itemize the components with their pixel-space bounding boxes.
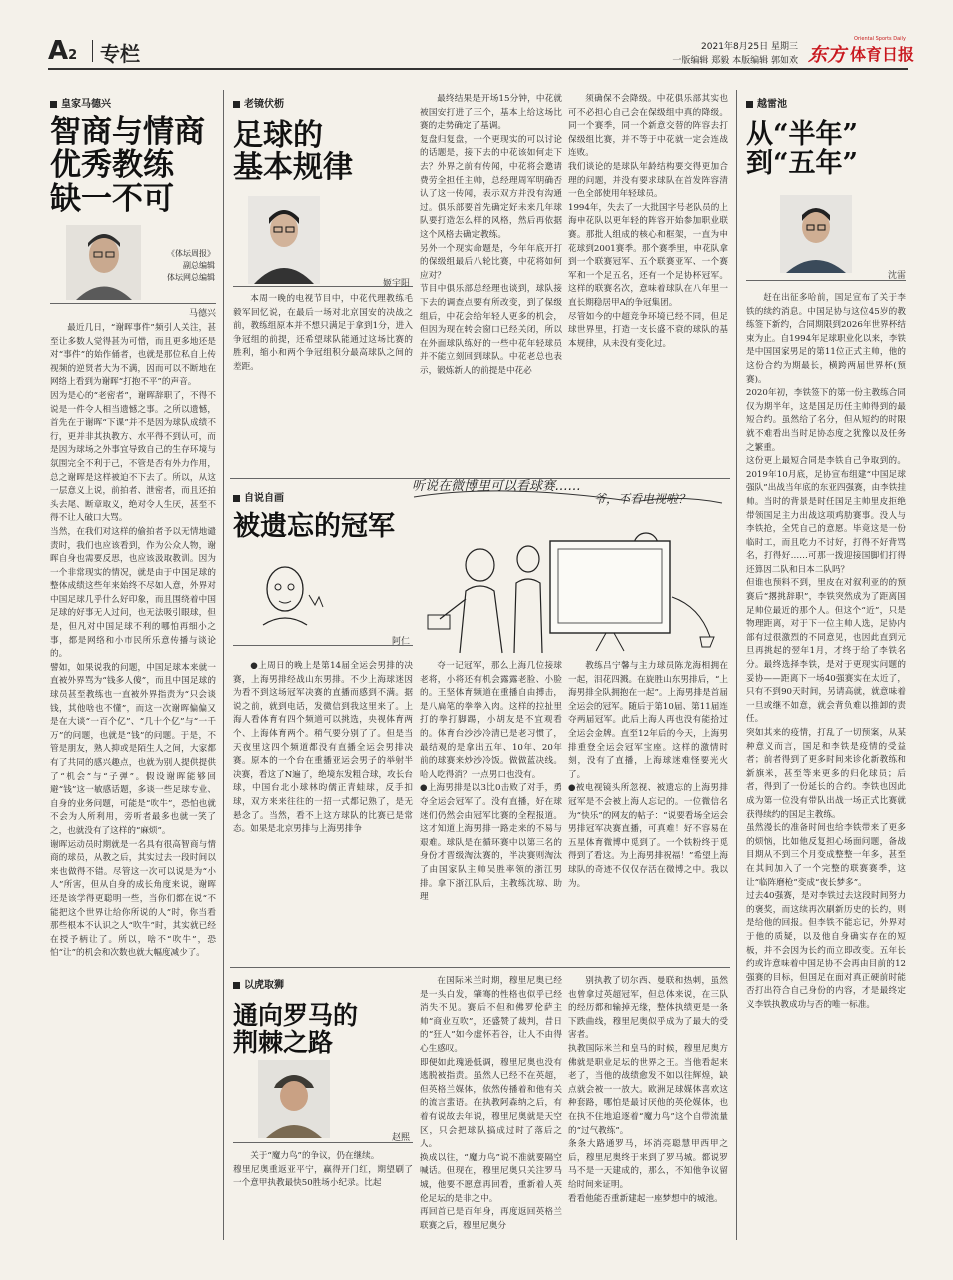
section-tag: 老镜伏枥 [233, 95, 284, 110]
column-rule [223, 90, 224, 1240]
section-tag: 皇家马德兴 [50, 95, 111, 110]
article-title: 通向罗马的 荆棘之路 [233, 1001, 359, 1057]
page-header [48, 36, 915, 68]
cartoon-illustration [410, 479, 730, 655]
author-name: 赵熙 [391, 1133, 410, 1143]
portrait-illustration [258, 1060, 330, 1138]
caricature-drawing [245, 555, 335, 635]
portrait-illustration [66, 225, 141, 300]
cartoon-drawing [410, 487, 730, 655]
article-column: 夺一记冠军，那么上海几位接球老将，小将还有机会露露老脸、小脸的。王坚体育频道在重播自由搏击，是八扁笔的拳拳入肉。这样的拉扯里打的拳打脚踢，小胡友是不宜观看的。体育台沙沙冷清已是老习惯了，最结观的是拿出五年、10年、20年前的球赛来炒沙冷饭。做做蓝决线。哈人吃得消？一点男口也没有。 ●上海男排是以3比0击败了对手，勇夺全运会冠军了。没有直播，好在球迷们仍然会由冠军比赛的全程报道。这才知道上海男排一路走来的不易与艰难。球队是在循环赛中以第三名的身份才晋级淘汰赛的，半决赛则淘汰了由国家队主帅吴胜率领的浙江男排。拿下浙江队后，主教练沈琼、助理 [420, 661, 562, 903]
column-rule [736, 90, 737, 1240]
article-title: 足球的 基本规律 [233, 118, 353, 186]
newspaper-logo [808, 36, 918, 66]
page-letter: A [48, 36, 69, 66]
article-title: 被遗忘的冠军 [233, 511, 395, 542]
section-divider [92, 40, 93, 62]
section-tag: 以虎取狮 [233, 976, 284, 991]
author-photo [258, 1060, 330, 1138]
section-tag: 越雷池 [746, 95, 787, 110]
page-number [48, 36, 77, 64]
section-tag: 自说自画 [233, 489, 284, 504]
author-bio: 《体坛周报》 副总编辑 体坛网总编辑 [167, 249, 215, 282]
logo-en: Oriental Sports Daily [854, 36, 906, 42]
header-rule [48, 68, 908, 70]
author-name: 马德兴 [188, 309, 216, 319]
byline-rule [50, 303, 216, 304]
speech-bubble: 爷，不看电视啦？ [594, 492, 691, 506]
article-column: 本周一晚的电视节目中，中花代理教练毛毅军回忆说，在最后一场对北京国安的决战之前，教练组原本并不想只满足于拿到1分，进入争冠组的前提，还希望球队能通过这场比赛的胜利，缩小和两个争冠组积分最高球队之间的差距。 [233, 294, 413, 372]
article-column: 须确保不会降级。中花俱乐部其实也可不必担心自己会在保级组中真的降级。同一个赛季，同一个新意交替的阵容去打保级组比赛，并不等于中花就一定会连战连败。 我们谈论的是球队年龄结构要交得更加合理的问题，并没有要求球队在首发阵容清一色全部使用年轻球员。 1994年，失去了一大批国字号老队员的上海申花队以更年轻的阵容开始参加职业联赛。那批人组成的核心和框架，一直为申花球到2001赛季。那个赛季里，申花队拿到一个联赛冠军、五个联赛亚军、一个赛军和一个足五名，还有一个足协杯冠军。这样的联赛名次，意味着球队在八年里一直长期稳居甲A的争冠集团。 尽管如今的中超竞争环境已经不同，但足球世界里，打造一支长盛不衰的球队的基本规律，从未没有变化过。 [568, 94, 728, 349]
article-body: 最近几日，“谢晖事件”频引人关注，甚至让多数人觉得甚为可惜，而且更多地还是对“事件”的始作俑者，也就是那位私自上传视频的逆贤者大为不满，因而可以不断地在网络上看到为谢晖“打抱不平”的声音。 因为是心的“老密者”，谢晖辞职了，不得不说是一件令人相当遗憾之事。之所以遗憾，首先在于谢晖“下课”并不是因为球队成绩不行，更并非其执教方、水平得不到认可，而是因为球场之外事宜导致自己的生存环境与氛围完全不利于己，不管是否有外力作用，总之谢晖是这样被迫不下去了。所以，从这一层意义上说，前拍者、泄密者，而且还拍头去尾、断章取义，绝对令人生厌，甚至不得不让人破口大骂。 当然，在我们对这样的偷拍者予以无情地谴责时，我们也应该看到，作为公众人物，谢晖自身也需要反思，也应该汲取教训。因为一个非常现实的情况，就是由于中国足球的整体成绩这些年来始终不尽如人意，外界对中国足球几乎什么好印象，而且围绕着中国足球的好事无人过问，也无法吸引眼球，但是，但凡对中国足球不利的哪怕再细小之事，都是网络和小市民所乐意传播与谈论的。 譬如，如果说我的问题，中国足球本来就一直被外界骂为“钱多人傻”，而且中国足球的球员甚至教练也一直被外界指责为“只会谈钱，其他啥也不懂”，而这一次谢晖偏偏又是在大谈“一百个亿”、“几十个亿”与“一千万”的问题，也就是“钱”的问题。于是，不管是朋友，熟人抑或是陌生人之间，大家都有了共同的感兴趣点，也就为别人提供提供了“机会”与“子弹”。假设谢晖能够回避“钱”这一敏感话题，多谈一些足球专业、自身的业务问题，可能是“吹牛”，恐怕也就不会为人所利用，旁听者最多也就一笑了之，也就没有了这样的“麻烦”。 谢晖运动员时期就是一名具有很高智商与情商的球员，从教之后，其实过去一段时间以来也做得不错。尽管这一次可以说是为“小人”所害，但从自身的成长角度来说，谢晖还是该学得更聪明一些，当你们都在说“不能把这个世界让给你所说的人”时，你当看那些根本不认识之人“吹牛”时，其实就已经在授予柄让了。所以，啥不“吹牛”，恐怕“让”的机会和次数也就大幅度减少了。 [50, 323, 216, 959]
author-name: 沈雷 [887, 271, 906, 281]
article-title: 智商与情商 优秀教练 缺一不可 [50, 114, 205, 217]
article-column: 关于“魔力鸟”的争议，仍在继续。 穆里尼奥重返亚平宁，赢得开门红，期望刷了一个意甲执教最快50胜场小纪录。比起 [233, 1151, 413, 1189]
header-date: 2021年8月25日 星期三 [701, 42, 798, 52]
article-title: 从“半年” 到“五年” [746, 119, 859, 180]
logo-dongfang: 东方 [808, 44, 847, 66]
article-column: 在国际米兰时期，穆里尼奥已经是一头白发，肇骞的性格也似乎已经消失不见。赛后不但和佛罗伦萨主帅“商业互吹”，还盛赞了裁判，昔日的“狂人”如今虚怀若谷，让人不由得心生感叹。 即便如此瑰逊低调，穆里尼奥也没有逃脱被指责。虽然人已经不在英超，但英格兰媒体，依然传播着和他有关的流言蜚语。在执教阿森纳之后，有着有说故去年说，穆里尼奥就是天空区，只会把球队搞成过时了落后之人。 换成以往，“魔力鸟”说不准就要隔空喊话。但现在，穆里尼奥只关注罗马城，他要不愿意再回看，重新着人英伦足坛的是非之中。 再回首已是百年身，再度返回英格兰联赛之后，穆里尼奥分 [420, 976, 562, 1231]
section-rule [230, 967, 730, 968]
author-photo [780, 195, 852, 273]
article-column: ●上周日的晚上是第14届全运会男排的决赛，上海男排经战山东男排。不少上海球迷因为看不到这场冠军决赛的直播而感到不满。据说之前，就到电话，发微信到我这里来了。上海人看体育有四个频道可以挑选，央视体育两个、上海体育两个。稍气要分别了了。但是当天夜里这四个频道都没有直播全运会男排决赛。原本的一个台在重播亚运会男子的举射半决赛，看这了N遍了，绝境东发粗合球，攻长台球，中国台北小球林昀儒正青蛙球，反手扣球，双方来来往往的一招一式都记熟了，是无悬念了。当然，看不上这方球队的比赛已是常态。如果是北京男排与上海男排争 [233, 661, 413, 835]
speech-bubble: 听说在微博里可以看球赛…… [412, 479, 582, 494]
portrait-illustration [780, 195, 852, 273]
article-body: 赶在出征多哈前，国足宣布了关于李铁的续约消息。中国足协与这位45岁的教练签下新约，合同期限到2026年世界杯结束为止。自1994年足球职业化以来，李铁是中国国家男足的第11位正式主帅，他的这份合约为期最长，横跨两届世界杯(预赛)。 2020年初，李铁签下的第一份主教练合同仅为期半年，这是国足历任主帅得到的最短合约。虽然给了名分，但从短约的时限就不难看出当时足协态度之犹豫以及任务之繁重。 这份更上最短合同是李铁自己争取到的。2019年10月底，足协宣布组建“中国足球强队”出战当年底的东亚四强赛，由李铁挂帅。当时的背景是时任国足主帅里皮拒绝带领国足主力出战这项鸡肋赛事。没人与李铁抢，全凭自己的意愿。毕竟这是一份临时工，而且吃力不讨好，打得不好背骂名，打得好……可那一拨迎接国脚们打得还算因二队和日本二队吗？ 但谁也预料不到，里皮在对叙利亚的的预赛后“撂挑辞职”，李铁突然成为了距离国足帅位最近的那个人。但这个“近”，只是物理距离，对于下一位主帅人选，足协内部有过很激烈的不同意见，也因此直到元旦再挑起的翌年1月，才终于给了李铁名分。最终选择李铁，是对于更现实问题的妥协——距离下一场40强赛实在太近了，只有不到90天时间，另请高就，就意味着一旦或继不如意，就会背负难以推卸的责任。 突如其来的疫情，打乱了一切预案，从某种意义而言，国足和李铁是疫情的受益者；前者得到了更多时间来诊化新教练和新旗米，甚至等来更多的归化球员；后者，得到了一份延长的合约。李铁也因此成为第一位没有带队出战一场正式比赛就获得续约的国足主教练。 虽然漫长的准备时间也给李铁带来了更多的烦恼，比如他反复担心场面问题，备战目期从不到三个月变成整整一年多，甚至在其间加入了一个完整的联赛赛季，这让“临阵磨枪”变成“夜长梦多”。 过去40强赛，是对李铁过去这段时间努力的褒奖，而这续再次刷新历史的长约，则是给他的回报。但李铁不能忘记，外界对于他的质疑，以及他自身确实存在的短板，并不会因为长约而立即改变。五年长约或许意味着中国足协不会再由目前的12强赛的目标，但国足在面对真正硬前时能否打出符合自己身份的内容，才是最终定义李铁执教成功与否的唯一标准。 [746, 293, 906, 1010]
article-column: 最终结果是开场15分钟，中花就被国安打进了三个，基本上给这场比赛的走势确定了基调。 复盘归复盘，一个更现实的可以讨论的话题是，接下去的中花该如何走下去？外界之前有传闻，中花将会邀请费劳全担任主帅，总经理周军明确否认了这一传闻，表示双方并没有沟通过。俱乐部要首先确定好未来几年球队要打造怎么样的风格，然后再依据这个风格去确定教练。 另外一个现实命题是，今年年底开打的保级组最后八轮比赛，中花将如何应对？ 节目中俱乐部总经理也谈到，球队接下去的调查点要有所改变，到了保级组后，中花会给年轻人更多的机会，但因为现在转会窗口已经关闭，所以在外面球队练好的一些中花年轻球员并不能立刻回到球队。中花老总也表示，锻炼新人的前提是中花必 [420, 94, 562, 376]
article-column: 教练吕宁馨与主力球员陈龙海相拥在一起，泪花四溅。在旋胜山东男排后，“上海男排全队拥抱在一起”。上海男排是首届全运会的冠军。随后于第10届、第11届连夺两届冠军。此后上海人再也没有能拾过全运会金牌。直至12年后的今天，上海男排重登全运会冠军宝座。这样的激情时刻，没有了直播，上海球迷难怪要光火了。 ●被电视镜头所忽视、被遗忘的上海男排冠军是不会被上海人忘记的。一位微信名为“快乐”的网友的帖子：“说要看场全运会男排冠军决赛直播，可真难！好不容易在五星体育微博中觅到了。一个铁粉终于觅得到了看这。为上海男排祝福！”希望上海球队的奇迹不仅仅存活在微博之中。我以为。 [568, 661, 728, 889]
page-digit: 2 [68, 48, 78, 63]
author-photo [66, 225, 141, 300]
logo-name: 体育日报 [850, 45, 915, 64]
author-name: 阿仁 [391, 637, 410, 647]
header-editors: 一版编辑 郑毅 本版编辑 郭如欢 [672, 56, 798, 66]
section-name: 专栏 [100, 42, 140, 66]
portrait-illustration [248, 196, 320, 284]
author-photo [248, 196, 320, 284]
cartoon-self-portrait [245, 555, 335, 635]
author-name: 姬宇阳 [382, 279, 410, 289]
article-column: 别执教了切尔西、曼联和热刺，虽然也曾拿过英超冠军，但总体来说，在三队的经历都和输掉无缘，整体执绩更是一条下跌曲线，穆里尼奥似乎成为了最大的受害者。 执教国际米兰和皇马的时候，穆里尼奥方佛就是职业足坛的世界之王。当他看起来老了，当他的战绩愈发不如以往辉煌，缺点就会被一一放大。欧洲足球媒体喜欢这种套路，哪怕是最讨厌他的英伦媒体，也在执不住地追逐着“魔力鸟”这个自带流量的“过气教练”。 条条大路通罗马，坏消亮聪慧甲西甲之后，穆里尼奥终于来到了罗马城。都说罗马不是一天建成的，那么，不知他争议留给时间来证明。 看看他能否重新建起一座梦想中的城池。 [568, 976, 728, 1204]
